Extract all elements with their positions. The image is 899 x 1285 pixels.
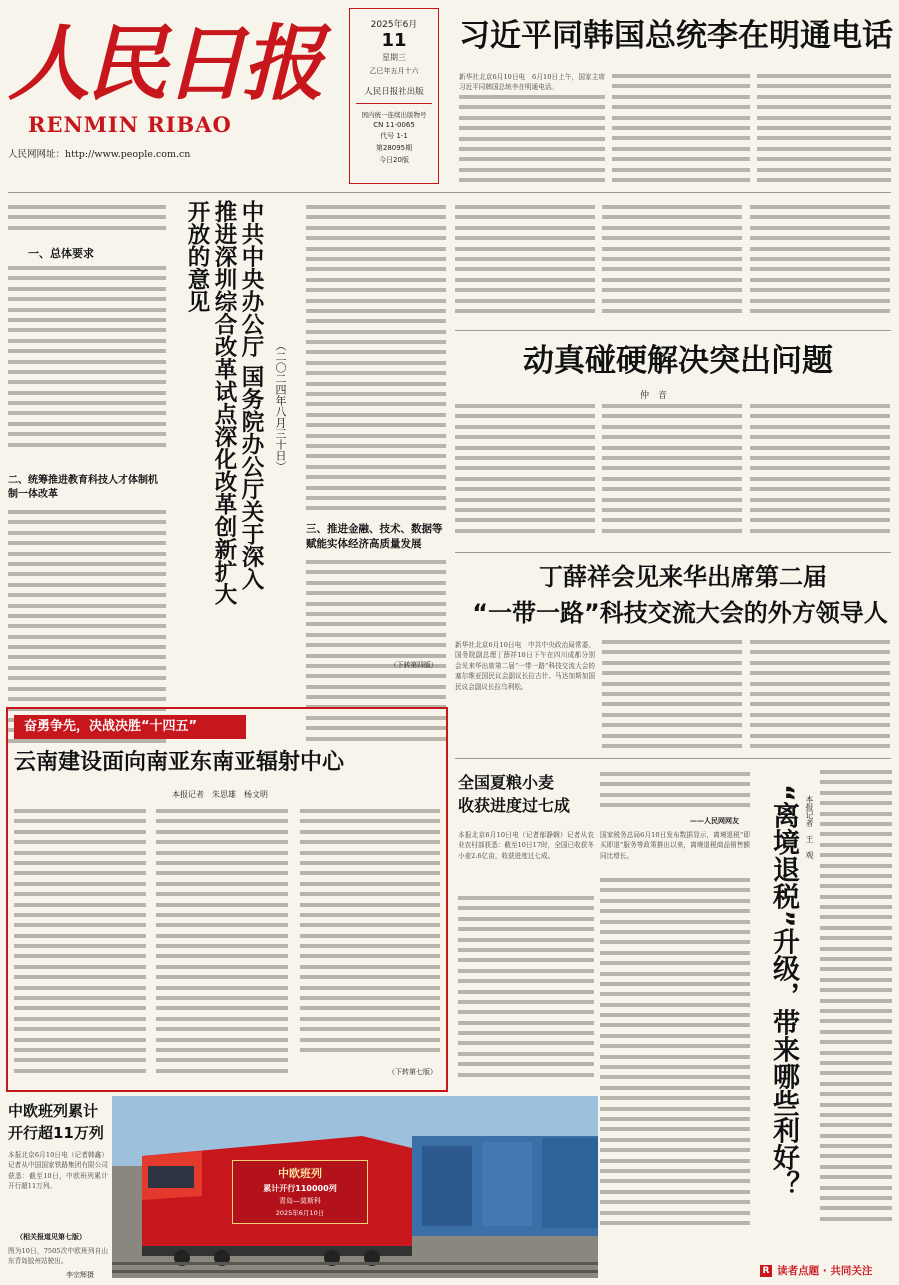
yunnan-col3 bbox=[300, 809, 440, 1059]
wheat-body bbox=[458, 896, 594, 1086]
lead-lede: 新华社北京6月10日电 6月10日上午，国家主席习近平同韩国总统李在明通电话。 bbox=[459, 73, 605, 92]
commentary-col1 bbox=[455, 404, 595, 544]
page-count: 今日20版 bbox=[379, 156, 409, 164]
guideline-date: （二〇二四年八月三十日） bbox=[274, 340, 287, 472]
upper-right-col3 bbox=[750, 205, 890, 325]
issue-number: 第28095期 bbox=[375, 144, 413, 152]
train-sign bbox=[232, 1160, 368, 1224]
lead-body-col1 bbox=[459, 95, 605, 190]
date-year-month: 2025年6月 bbox=[370, 20, 418, 30]
meeting-col2 bbox=[602, 640, 742, 752]
wheat-headline-line1[interactable]: 全国夏粮小麦 bbox=[458, 773, 555, 792]
train-sign-line1: 中欧班列 bbox=[278, 1167, 322, 1180]
wheat-headline-line2[interactable]: 收获进度过七成 bbox=[458, 796, 571, 815]
meeting-col3 bbox=[750, 640, 890, 752]
yunnan-headline[interactable]: 云南建设面向南亚东南亚辐射中心 bbox=[14, 749, 345, 775]
reader-line: 读者点题 · 共同关注 bbox=[777, 1265, 873, 1277]
issn: CN 11-0065 bbox=[373, 121, 415, 129]
tax-body-col2 bbox=[820, 770, 892, 1240]
guideline-section1: 一、总体要求 bbox=[28, 247, 94, 260]
tax-byline: 本报记者 王 观 bbox=[805, 795, 814, 859]
rail-related[interactable]: （相关报道见第七版） bbox=[16, 1232, 86, 1241]
weekday: 星期三 bbox=[382, 53, 406, 62]
publisher: 人民日报社出版 bbox=[364, 87, 424, 97]
upper-right-col1 bbox=[455, 205, 595, 325]
train-sign-line3: 青岛—莫斯科 bbox=[279, 1197, 321, 1205]
tax-lede: 国家税务总局6月10日发布数据显示，离境退税“即买即退”服务等政策推出以来，离境退税商品销售额同比增长。 bbox=[600, 831, 750, 860]
yunnan-continued[interactable]: （下转第七版） bbox=[388, 1068, 437, 1076]
tax-quote-source: ——人民网网友 bbox=[690, 816, 739, 825]
guideline-section1-body bbox=[8, 266, 166, 454]
upper-right-col2 bbox=[602, 205, 742, 325]
yunnan-col2 bbox=[156, 809, 288, 1079]
issue-info-box bbox=[349, 8, 439, 184]
meeting-headline-line2[interactable]: “一带一路”科技交流大会的外方领导人 bbox=[472, 599, 888, 627]
rail-headline-line1[interactable]: 中欧班列累计 bbox=[8, 1102, 99, 1120]
reader-icon: R bbox=[760, 1265, 772, 1277]
masthead-title: 人民日报 bbox=[8, 16, 320, 112]
guideline-headline[interactable]: 中共中央办公厅 国务院办公厅关于深入推进深圳综合改革试点深化改革创新扩大开放的意见 bbox=[184, 200, 264, 605]
yunnan-byline: 本报记者 朱思雄 杨文明 bbox=[172, 790, 268, 799]
rail-photo bbox=[112, 1096, 598, 1278]
masthead-pinyin: RENMIN RIBAO bbox=[28, 112, 232, 137]
lead-body-col3 bbox=[757, 74, 891, 190]
lead-headline[interactable]: 习近平同韩国总统李在明通电话 bbox=[459, 18, 893, 54]
guideline-section2: 二、统筹推进教育科技人才体制机制一体改革 bbox=[8, 475, 158, 500]
wheat-lede: 本报北京6月10日电（记者郁静娴）记者从农业农村部获悉：截至10日17时，全国已收获冬小麦2.6亿亩，收获进度过七成。 bbox=[458, 831, 594, 860]
train-sign-line2: 累计开行110000列 bbox=[263, 1184, 337, 1193]
guideline-continued[interactable]: （下转第四版） bbox=[390, 661, 438, 669]
yunnan-col1 bbox=[14, 809, 146, 1079]
rail-photographer: 李宗辉摄 bbox=[66, 1271, 94, 1279]
tax-quote-lines bbox=[600, 772, 750, 814]
yunnan-banner-text: 奋勇争先，决战决胜“十四五” bbox=[24, 719, 198, 734]
commentary-col3 bbox=[750, 404, 890, 544]
tax-body-col1 bbox=[600, 878, 750, 1238]
yunnan-banner bbox=[14, 715, 246, 739]
guideline-section3: 三、推进金融、技术、数据等赋能实体经济高质量发展 bbox=[306, 523, 443, 550]
commentary-col2 bbox=[602, 404, 742, 544]
train-sign-line4: 2025年6月10日 bbox=[275, 1209, 325, 1217]
rail-lede: 本报北京6月10日电（记者韩鑫）记者从中国国家铁路集团有限公司获悉：截至10日，中欧班列累计开行超11万列。 bbox=[8, 1151, 108, 1191]
rail-photo-caption: 图为10日，7505次中欧班列自山东青岛胶州站驶出。 bbox=[8, 1247, 108, 1266]
postal-code: 代号 1-1 bbox=[380, 132, 408, 140]
date-day: 11 bbox=[381, 30, 407, 51]
rail-headline-line2[interactable]: 开行超11万列 bbox=[8, 1124, 104, 1142]
issn-label: 国内统一连续出版物号 bbox=[361, 111, 427, 119]
commentary-author: 仲 音 bbox=[640, 391, 668, 401]
meeting-lede: 新华社北京6月10日电 中共中央政治局常委、国务院副总理丁薛祥10日下午在四川成都分别会见来华出席第二届“一带一路”科技交流大会的塞尔维亚国民议会副议长拉古什、马达加斯加国民议会副议长拉乌利松。 bbox=[455, 641, 595, 691]
guideline-col-a bbox=[306, 205, 446, 518]
lead-body-col2 bbox=[612, 74, 750, 190]
reader-footer[interactable] bbox=[760, 1260, 891, 1280]
yunnan-feature-box bbox=[6, 707, 448, 1092]
guideline-intro bbox=[8, 205, 166, 235]
meeting-headline-line1[interactable]: 丁薛祥会见来华出席第二届 bbox=[539, 563, 827, 591]
website[interactable]: 人民网网址：http://www.people.com.cn bbox=[8, 149, 191, 160]
tax-headline[interactable]: “离境退税”升级，带来哪些利好？ bbox=[768, 784, 799, 1198]
commentary-headline[interactable]: 动真碰硬解决突出问题 bbox=[523, 343, 833, 379]
lunar-date: 乙巳年五月十六 bbox=[369, 67, 419, 75]
